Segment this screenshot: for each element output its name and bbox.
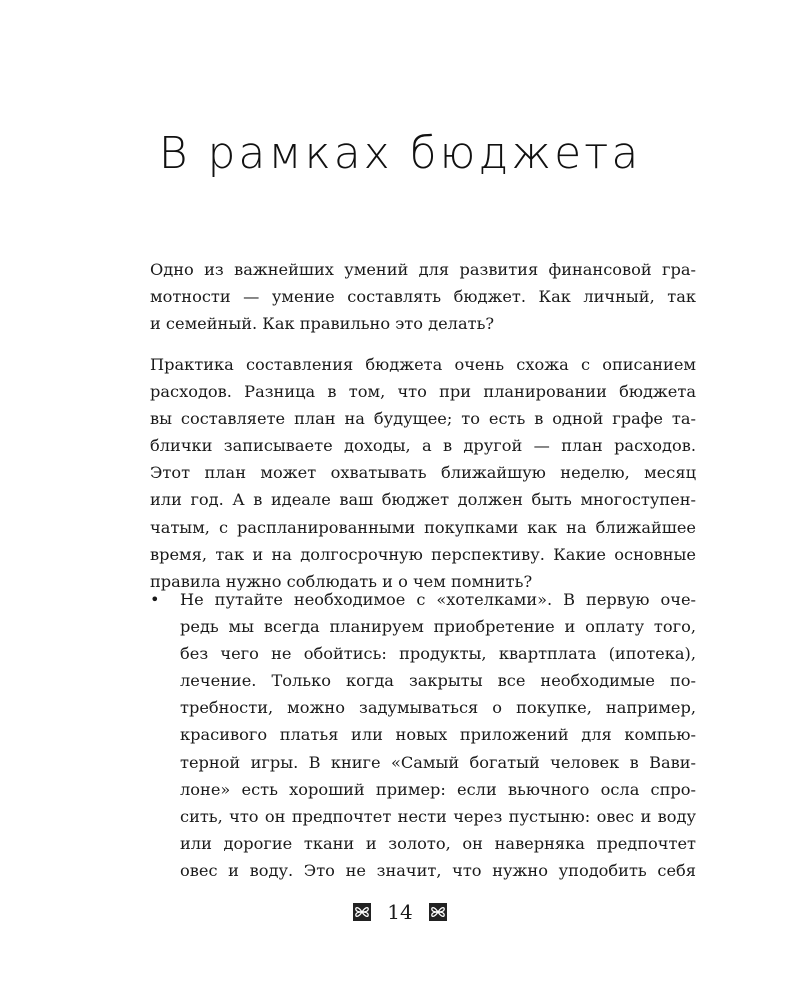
text-line: Одно из важнейших умений для развития финансовой гра- (150, 260, 696, 279)
bullet-marker: • (150, 590, 160, 609)
paragraph-2 (150, 351, 696, 595)
text-line: красивого платья или новых приложений для компью- (180, 725, 696, 745)
text-line: без чего не обойтись: продукты, квартплата (ипотека), (180, 644, 696, 664)
bullet-list-item (150, 586, 696, 884)
text-line: время, так и на долгосрочную перспективу. Какие основные (150, 544, 696, 564)
text-line: и семейный. Как правильно это делать? (150, 314, 495, 334)
text-line: Практика составления бюджета очень схожа с описанием (150, 355, 696, 374)
text-line: редь мы всегда планируем приобретение и оплату того, (180, 617, 696, 637)
text-line: лечение. Только когда закрыты все необходимые по- (180, 671, 696, 691)
text-line: чатым, с распланированными покупками как на ближайшее (150, 517, 696, 537)
floral-ornament-icon (353, 903, 371, 921)
text-line: терной игры. В книге «Самый богатый человек в Вави- (180, 752, 696, 772)
text-line: лоне» есть хороший пример: если вьючного осла спро- (180, 779, 696, 799)
text-line: Не путайте необходимое с «хотелками». В первую оче- (180, 590, 696, 609)
text-line: расходов. Разница в том, что при планировании бюджета (150, 382, 696, 402)
text-line: овес и воду. Это не значит, что нужно уподобить себя (180, 860, 696, 880)
page-title: В рамках бюджета (158, 128, 642, 179)
text-line: правила нужно соблюдать и о чем помнить? (150, 571, 533, 591)
text-line: мотности — умение составлять бюджет. Как личный, так (150, 287, 696, 307)
text-line: сить, что он предпочтет нести через пустыню: овес и воду (180, 806, 696, 826)
page-footer (0, 900, 800, 924)
floral-ornament-icon (429, 903, 447, 921)
text-line: Этот план может охватывать ближайшую неделю, месяц (150, 463, 696, 483)
text-line: или год. А в идеале ваш бюджет должен быть многоступен- (150, 490, 696, 510)
paragraph-1 (150, 256, 696, 337)
text-line: блички записываете доходы, а в другой — план расходов. (150, 436, 696, 456)
text-line: требности, можно задумываться о покупке, например, (180, 698, 696, 718)
page-number: 14 (387, 900, 413, 924)
text-line: или дорогие ткани и золото, он наверняка предпочтет (180, 833, 696, 853)
text-line: вы составляете план на будущее; то есть в одной графе та- (150, 409, 696, 429)
